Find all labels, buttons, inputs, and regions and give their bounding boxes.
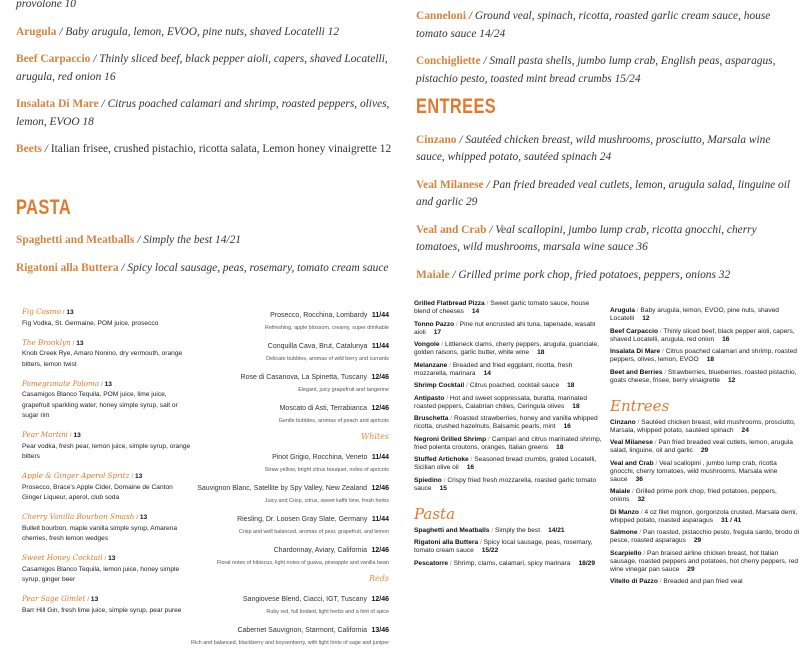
- menu-item: [22, 553, 192, 586]
- item-description: Hot and sweet soppressata, buratta, marinated roasted peppers, Calabrian chilies, Ceringula olives: [414, 394, 587, 410]
- menu-item: [414, 362, 604, 378]
- item-name: Vongole: [414, 341, 440, 348]
- item-name: Conchigliette: [416, 55, 481, 67]
- item-name: Arugula: [16, 25, 57, 38]
- item-price: 11/44: [371, 516, 389, 523]
- menu-item: [16, 51, 394, 86]
- section-heading: Pasta: [414, 504, 456, 523]
- separator: /: [449, 268, 459, 281]
- menu-item: [16, 141, 394, 159]
- menu-item: [16, 24, 394, 42]
- item-description: Strawberries, blueberries, roasted pistachio, goats cheese, frisee, berry vinaigrette: [610, 368, 797, 384]
- menu-item: [416, 132, 794, 167]
- item-price: 12/46: [371, 405, 389, 412]
- item-price: 13: [73, 432, 81, 439]
- cocktail-name: Apple & Ginger Aperol Spritz: [22, 471, 130, 480]
- item-description: Pan roasted, pistacchio pesto, fregula sardo, brodo di pesce, roasted asparagus: [610, 529, 800, 544]
- separator: /: [448, 559, 454, 567]
- item-description: Casamigos Blanco Tequila, lemon juice, honey simple syrup, ginger beer: [22, 565, 180, 583]
- menu-item: [414, 300, 604, 316]
- separator: /: [660, 348, 666, 355]
- item-price: 15/22: [481, 547, 499, 554]
- food-menu-left-column: [414, 300, 604, 572]
- separator: /: [439, 341, 446, 348]
- item-name: Cinzano: [416, 133, 457, 146]
- item-description: Pan fried breaded veal cutlets, lemon, arugula salad, linguine oil and garlic 29: [416, 178, 791, 208]
- menu-item: [22, 379, 192, 422]
- item-price: 12/46: [371, 374, 389, 381]
- wine-name: Moscato di Asti, Terrabianca: [279, 405, 368, 412]
- item-price: 18: [706, 356, 715, 363]
- item-name: Scarpiello: [610, 549, 642, 557]
- item-description: Delicate bubbles, aromas of wild berry and currants: [266, 356, 389, 362]
- item-name: Veal and Crab: [610, 459, 654, 467]
- item-description: Simply the best 14/21: [143, 234, 241, 246]
- menu-item: [610, 307, 800, 323]
- item-price: 17: [433, 328, 442, 336]
- item-name: Veal Milanese: [610, 439, 653, 446]
- item-price: 13: [76, 339, 84, 347]
- item-name: Canneloni: [416, 10, 467, 22]
- menu-item: [414, 321, 604, 337]
- menu-item: [610, 509, 800, 525]
- item-description: Sweet garlic tomato sauce, house blend of cheeses: [414, 300, 590, 315]
- item-price: 11/44: [371, 312, 389, 319]
- menu-item: [414, 395, 604, 411]
- separator: /: [129, 473, 135, 480]
- wine-name: Sangiovese Blend, Ciacci, IGT, Tuscany: [242, 596, 368, 603]
- menu-item: [22, 307, 192, 329]
- item-description: Gentle bubbles, aromas of peach and apricots: [278, 418, 389, 424]
- item-name: Spiedino: [414, 476, 442, 484]
- item-description: Rich and balanced, blackberry and boysenberry, with light hints of sage and juniper: [191, 640, 389, 646]
- menu-item: [416, 8, 794, 43]
- item-name: Spaghetti and Meatballs: [414, 526, 490, 534]
- separator: /: [662, 368, 668, 376]
- item-name: Veal and Crab: [416, 223, 487, 236]
- item-description: Crisp and well balanced, aromas of pear, grapefruit, and lemon: [238, 529, 389, 535]
- item-name: Shrimp Cocktail: [414, 382, 465, 389]
- item-description: Simply the best: [494, 526, 541, 534]
- item-description: Baby arugula, lemon, EVOO, pine nuts, shaved Locatelli: [610, 307, 779, 322]
- item-description: Littleneck clams, cherry peppers, arugula, guanciale, golden raisons, garlic butter, white wine: [414, 341, 599, 356]
- item-price: 36: [635, 475, 643, 483]
- separator: /: [478, 539, 484, 546]
- separator: /: [466, 10, 475, 22]
- menu-item: [414, 415, 604, 431]
- item-price: 16: [466, 464, 475, 471]
- item-price: 16: [563, 423, 571, 430]
- separator: /: [118, 261, 128, 274]
- item-description: Ground veal, spinach, ricotta, roasted garlic cream sauce, house tomato sauce 14/24: [416, 10, 771, 40]
- item-name: Arugula: [610, 307, 635, 314]
- section-heading: ENTREES: [416, 95, 497, 118]
- item-price: 14/21: [548, 526, 565, 534]
- item-name: Beets: [16, 143, 42, 155]
- item-description: Ruby red, full bodied, light herbs and a hint of spice: [266, 609, 389, 615]
- menu-item: [610, 460, 800, 484]
- cocktail-name: The Brooklyn: [22, 337, 71, 347]
- item-price: 11/44: [371, 454, 389, 461]
- separator: /: [60, 309, 67, 316]
- separator: /: [98, 98, 108, 110]
- item-description: Sautéed chicken breast, wild mushrooms, prosciutto, Marsala, whipped potato, sautéed spinach: [610, 418, 796, 434]
- separator: /: [480, 55, 490, 67]
- menu-item: [414, 436, 604, 452]
- item-price: 12/46: [371, 485, 389, 492]
- item-description: Grilled prime pork chop, fried potatoes, peppers, onions: [610, 488, 777, 503]
- item-price: 29: [693, 537, 702, 544]
- item-name: Veal Milanese: [416, 178, 484, 191]
- item-description: Baby arugula, lemon, EVOO, pine nuts, shaved Locatelli 12: [65, 25, 340, 38]
- item-price: 18: [537, 349, 545, 356]
- item-description: Juicy and Crisp, citrus, sweet kaffir lime, fresh herbs: [264, 498, 389, 504]
- menu-item: [416, 267, 794, 285]
- item-description: Veal scallopini, jumbo lump crab, ricotta gnocchi, cherry tomatoes, wild mushrooms, marsala wine sauce 36: [416, 223, 757, 253]
- item-name: Salmone: [610, 529, 638, 536]
- item-description: Pine nut encrusted ahi tuna, tapenade, wasabi aioli: [414, 320, 596, 336]
- separator: /: [134, 234, 144, 246]
- wine-name: Cabernet Sauvignon, Starmont, California: [237, 627, 368, 634]
- menu-item: [189, 512, 389, 537]
- separator: /: [134, 514, 140, 521]
- separator: /: [486, 223, 496, 236]
- separator: /: [444, 394, 450, 402]
- item-description: Breaded and fried eggplant, ricotta, fresh mozzarella, marinara: [414, 361, 573, 377]
- menu-item: [22, 338, 192, 371]
- item-description: Spicy local sausage, peas, rosemary, tomato cream sauce: [414, 539, 593, 554]
- item-description: Small pasta shells, jumbo lump crab, English peas, asparagus, pistachio pesto, toasted mint bread crumbs 15/24: [416, 55, 776, 85]
- item-name: Maiale: [610, 488, 631, 495]
- separator: /: [70, 339, 77, 347]
- menu-item: [416, 222, 794, 257]
- menu-item: [189, 308, 389, 333]
- cocktail-name: Sweet Honey Cocktail: [22, 553, 103, 562]
- item-price: 18: [567, 382, 575, 389]
- item-name: Insalata Di Mare: [16, 98, 99, 110]
- cocktail-name: Pear Martini: [22, 430, 68, 439]
- item-description: Grilled prime pork chop, fried potatoes, peppers, onions 32: [458, 268, 731, 281]
- item-price: 16: [722, 335, 730, 343]
- item-name: Insalata Di Mare: [610, 348, 661, 355]
- separator: /: [456, 133, 466, 146]
- cocktail-name: Pear Sage Gimlet: [22, 594, 86, 603]
- item-price: 29: [700, 447, 709, 454]
- menu-item: [416, 53, 794, 88]
- item-price: 14: [471, 308, 480, 315]
- item-name: Grilled Flatbread Pizza: [414, 300, 485, 307]
- menu-item: [414, 477, 604, 493]
- menu-item: [16, 0, 394, 14]
- item-name: Spaghetti and Meatballs: [16, 234, 135, 246]
- wine-name: Prosecco, Rocchina, Lombardy: [270, 312, 368, 319]
- menu-item: [22, 512, 192, 545]
- cocktail-name: Pomegranate Paloma: [22, 378, 100, 388]
- item-description: Thinly sliced beef, black pepper aioli, capers, shaved Locatelli, arugula, red onion: [610, 327, 795, 343]
- wine-list: [189, 308, 389, 654]
- item-price: 18/29: [578, 559, 595, 567]
- item-description: Citrus poached calamari and shrimp, roasted peppers, olives, lemon, EVOO: [610, 348, 797, 363]
- item-description: Prosecco, Brace's Apple Cider, Domaine de Canton Ginger Liqueur, aperol, club soda: [22, 483, 173, 501]
- item-price: 13: [108, 555, 116, 562]
- menu-item: [189, 481, 389, 506]
- item-description: Italian frisee, crushed pistachio, ricotta salata, Lemon honey vinaigrette 12: [50, 143, 392, 155]
- menu-item: [189, 543, 389, 568]
- item-name: Beet and Berries: [610, 368, 663, 376]
- item-price: 12: [642, 315, 650, 322]
- item-description: Casamigos Blanco Tequila, POM juice, lime juice, grapefruit sparkling water, honey simple syrup, salt or sugar rim: [22, 391, 178, 419]
- item-name: Beef Carpaccio: [16, 53, 91, 65]
- item-name: Rigatoni alla Buttera: [414, 539, 479, 546]
- menu-item: [610, 348, 800, 364]
- item-name: Negroni Grilled Shrimp: [414, 435, 487, 443]
- item-name: Tonno Pazzo: [414, 320, 455, 328]
- item-name: Maiale: [416, 268, 450, 281]
- cocktail-name: Cherry Vanilla Bourbon Smash: [22, 512, 135, 521]
- item-price: 24: [741, 426, 749, 434]
- item-price: 13: [134, 473, 143, 480]
- wine-name: Rose di Casanova, La Spinetta, Tuscany: [240, 374, 368, 381]
- menu-item: [414, 560, 604, 568]
- menu-item: [189, 339, 389, 364]
- separator: /: [85, 596, 91, 603]
- menu-item: [610, 439, 800, 455]
- separator: /: [653, 459, 660, 467]
- item-price: 11/44: [371, 343, 389, 350]
- item-description: Thinly sliced beef, black pepper aioli, capers, shaved Locatelli, arugula, red onion 16: [16, 53, 388, 83]
- wine-name: Conquilla Cava, Brut, Catalunya: [267, 343, 368, 350]
- item-description: Roasted strawberries, honey and vanilla whipped ricotta, crushed hazelnuts, Balsamic pearls, mint: [414, 415, 598, 430]
- item-description: Straw yellow, bright citrus bouquet, notes of apricots: [264, 467, 389, 473]
- item-description: Veal scallopini , jumbo lump crab, ricotta gnocchi, cherry tomatoes, wild mushrooms, Marsala wine sauce: [610, 459, 778, 483]
- separator: /: [67, 432, 74, 439]
- item-description: Seasoned bread crumbs, grated Locatelli, Sicilian olive oil: [414, 456, 597, 471]
- menu-item: [610, 369, 800, 385]
- separator: /: [90, 53, 100, 65]
- item-price: 13: [90, 596, 99, 603]
- item-description: Citrus poached, cocktail sauce: [469, 382, 560, 389]
- menu-item: [189, 401, 389, 426]
- menu-item: [189, 623, 389, 648]
- item-price: 32: [637, 496, 645, 503]
- menu-item: [610, 550, 800, 574]
- separator: /: [641, 549, 648, 557]
- section-heading: Reds: [369, 574, 389, 583]
- section-heading: PASTA: [16, 195, 72, 219]
- item-price: 31 / 41: [721, 516, 742, 524]
- separator: /: [447, 361, 453, 369]
- item-name: Melanzane: [414, 361, 448, 369]
- menu-item: [414, 539, 604, 555]
- item-price: 29: [687, 565, 695, 573]
- separator: /: [464, 382, 470, 389]
- item-name: Rigatoni alla Buttera: [16, 261, 119, 274]
- separator: /: [637, 529, 643, 536]
- item-description: Breaded and pan fried veal: [663, 578, 743, 585]
- wine-name: Pinot Grigio, Rocchina, Veneto: [272, 454, 368, 461]
- item-description: Spicy local sausage, peas, rosemary, tomato cream sauce: [127, 261, 389, 274]
- menu-item: [610, 529, 800, 545]
- item-name: Di Manzo: [610, 508, 639, 516]
- menu-item: [22, 471, 192, 504]
- item-description: Refreshing, apple blossom, creamy, super drinkable: [265, 325, 389, 331]
- separator: /: [489, 526, 495, 534]
- section-heading: Entrees: [610, 396, 670, 415]
- separator: /: [638, 508, 645, 516]
- menu-item: [610, 578, 800, 586]
- item-description: 4 oz filet mignon, gorgonzola crusted, Marsala demi, whipped potato, roasted asparagus: [610, 508, 798, 524]
- menu-item: [22, 594, 192, 616]
- wine-name: Riesling, Dr. Loosen Gray Slate, Germany: [237, 516, 368, 523]
- item-description: Bulleit bourbon, maple vanilla simple syrup, Amarena cherries, fresh lemon wedges: [22, 524, 178, 542]
- item-name: Bruschetta: [414, 415, 449, 422]
- item-price: 13: [66, 309, 74, 316]
- item-name: Stuffed Artichoke: [414, 456, 469, 463]
- item-description: Pear vodka, fresh pear, lemon juice, simple syrup, orange bitters: [22, 442, 191, 460]
- separator: /: [657, 578, 664, 585]
- menu-item: [189, 370, 389, 395]
- cocktail-list: [22, 307, 192, 625]
- item-price: 13/46: [371, 627, 389, 634]
- separator: /: [56, 25, 66, 38]
- menu-item: [189, 450, 389, 475]
- menu-item: [414, 456, 604, 472]
- separator: /: [634, 307, 641, 314]
- cocktail-name: Fig Cosmo: [22, 307, 61, 316]
- item-price: 14: [483, 369, 491, 377]
- item-description: Floral notes of hibiscus, light notes of guava, pineapple and vanilla bean: [216, 560, 389, 566]
- item-description: Crispy fried fresh mozzarella, roasted garlic tomato sauce: [414, 476, 597, 492]
- separator: /: [41, 143, 51, 155]
- separator: /: [486, 435, 492, 443]
- item-name: Vitello di Pazzo: [610, 578, 658, 585]
- item-description: Citrus poached calamari and shrimp, roasted peppers, olives, lemon, EVOO 18: [16, 98, 390, 128]
- menu-item: [610, 328, 800, 344]
- item-name: Beef Carpaccio: [610, 327, 659, 335]
- item-price: 12/46: [371, 547, 389, 554]
- menu-item: [414, 527, 604, 535]
- item-description: Barr Hill Gin, fresh lime juice, simple syrup, pear puree: [22, 606, 182, 614]
- item-description: Pan braised airline chicken breast, hot Italian sausage, roasted peppers and potatoes, hot cherry peppers, red wine vinegar pan sauce: [610, 549, 799, 573]
- separator: /: [448, 415, 454, 422]
- item-description: Shrimp, clams, calamari, spicy marinara: [453, 559, 571, 567]
- separator: /: [630, 488, 636, 495]
- separator: /: [635, 418, 642, 426]
- item-description: Campari and citrus marinated shrimp, fried polenta croutons, oranges, Italian greens: [414, 435, 602, 451]
- item-description: Fig Vodka, St. Germaine, POM juice, prosecco: [22, 319, 159, 327]
- menu-item: [610, 488, 800, 504]
- item-price: 13: [139, 514, 148, 521]
- top-menu-left-column: [16, 0, 394, 287]
- menu-item: [610, 419, 800, 435]
- section-heading: Whites: [361, 432, 389, 441]
- wine-name: Sauvignon Blanc, Satellite by Spy Valley, New Zealand: [197, 485, 368, 492]
- item-price: 12/46: [371, 596, 389, 603]
- separator: /: [102, 555, 109, 562]
- item-price: 12: [727, 376, 736, 384]
- separator: /: [658, 327, 664, 335]
- menu-item: [16, 260, 394, 278]
- item-name: Pescatorre: [414, 559, 449, 567]
- separator: /: [484, 300, 491, 307]
- separator: /: [99, 380, 105, 388]
- menu-item: [16, 232, 394, 250]
- item-description: provolone 10: [16, 0, 77, 10]
- item-description: Pan fried breaded veal cutlets, lemon, arugula salad, linguine, oil and garlic: [610, 439, 793, 454]
- separator: /: [454, 320, 460, 328]
- separator: /: [441, 476, 448, 484]
- separator: /: [483, 178, 493, 191]
- item-description: Knob Creek Rye, Amaro Nonino, dry vermouth, orange bitters, lemon twist: [22, 350, 183, 368]
- top-menu-right-column: [416, 8, 794, 294]
- drinks-menu-panel: [0, 303, 393, 646]
- separator: /: [652, 439, 659, 446]
- item-price: 18: [572, 402, 580, 410]
- menu-item: [22, 430, 192, 463]
- item-price: 15: [439, 484, 447, 492]
- menu-item: [16, 96, 394, 131]
- menu-item: [414, 382, 604, 390]
- separator: /: [468, 456, 475, 463]
- wine-name: Chardonnay, Aviary, California: [273, 547, 368, 554]
- item-description: Elegant, juicy grapefruit and tangerine: [298, 387, 389, 393]
- menu-item: [189, 592, 389, 617]
- item-description: Sautéed chicken breast, wild mushrooms, prosciutto, Marsala wine sauce, whipped potato, sautéed spinach 24: [416, 133, 771, 163]
- item-name: Antipasto: [414, 394, 445, 402]
- item-price: 18: [556, 443, 564, 451]
- food-menu-right-column: [610, 307, 800, 591]
- menu-item: [416, 177, 794, 212]
- menu-item: [414, 341, 604, 357]
- food-menu-panel: [408, 298, 800, 600]
- item-price: 13: [104, 380, 112, 388]
- item-name: Cinzano: [610, 418, 636, 426]
